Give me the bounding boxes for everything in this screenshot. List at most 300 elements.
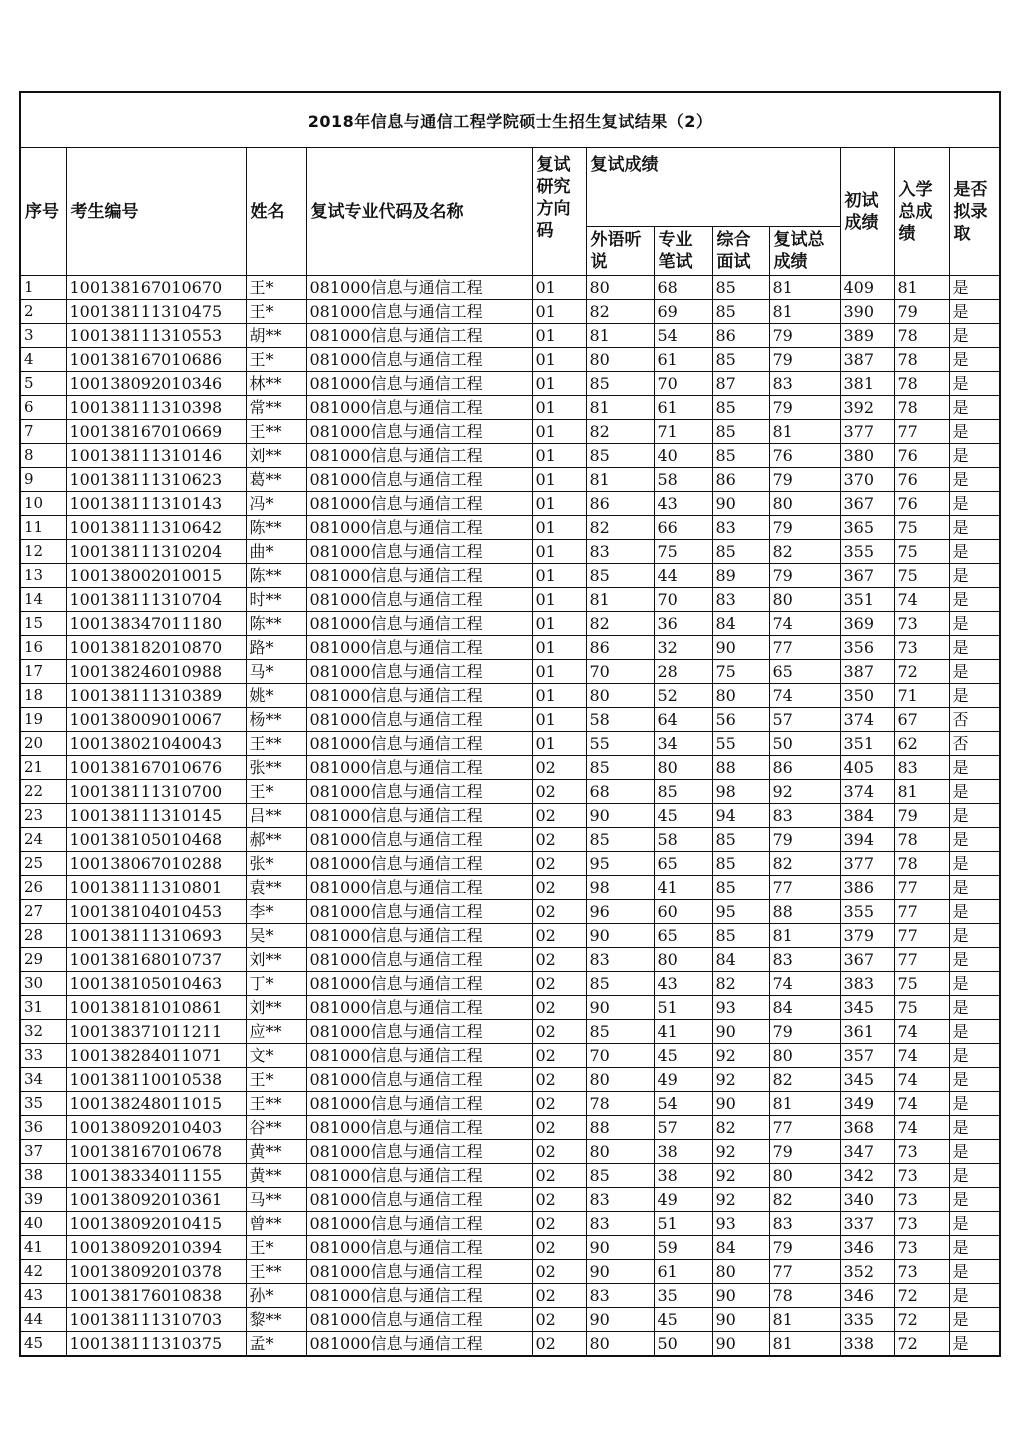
admit-cell: 是 <box>949 900 1000 924</box>
name-cell: 时** <box>246 588 306 612</box>
admit-cell: 是 <box>949 300 1000 324</box>
direction-cell: 01 <box>532 516 586 540</box>
admit-cell: 否 <box>949 708 1000 732</box>
seq-cell: 25 <box>20 852 66 876</box>
table-row <box>20 1044 1000 1068</box>
table-row <box>20 468 1000 492</box>
interview-score-cell: 56 <box>712 708 769 732</box>
direction-cell: 02 <box>532 1332 586 1357</box>
specialty-score-cell: 61 <box>654 348 712 372</box>
direction-cell: 01 <box>532 396 586 420</box>
name-cell: 袁** <box>246 876 306 900</box>
foreign-score-cell: 90 <box>586 924 654 948</box>
seq-cell: 27 <box>20 900 66 924</box>
name-cell: 郝** <box>246 828 306 852</box>
foreign-score-cell: 98 <box>586 876 654 900</box>
prelim-score-cell: 377 <box>840 420 894 444</box>
retest-total-cell: 81 <box>769 420 840 444</box>
direction-cell: 01 <box>532 540 586 564</box>
seq-cell: 29 <box>20 948 66 972</box>
table-row <box>20 444 1000 468</box>
seq-cell: 7 <box>20 420 66 444</box>
name-cell: 黎** <box>246 1308 306 1332</box>
major-cell: 081000信息与通信工程 <box>306 684 532 708</box>
admit-cell: 是 <box>949 1188 1000 1212</box>
admit-cell: 是 <box>949 468 1000 492</box>
admission-total-cell: 78 <box>894 852 949 876</box>
major-cell: 081000信息与通信工程 <box>306 780 532 804</box>
specialty-score-cell: 65 <box>654 924 712 948</box>
prelim-score-cell: 365 <box>840 516 894 540</box>
header-admission-total: 入学总成绩 <box>894 148 949 276</box>
results-sheet <box>19 91 999 1357</box>
exam-id-cell: 100138111310398 <box>66 396 246 420</box>
foreign-score-cell: 80 <box>586 276 654 300</box>
table-row <box>20 420 1000 444</box>
direction-cell: 02 <box>532 1044 586 1068</box>
admission-total-cell: 75 <box>894 516 949 540</box>
header-admit: 是否拟录取 <box>949 148 1000 276</box>
name-cell: 王* <box>246 276 306 300</box>
name-cell: 王* <box>246 300 306 324</box>
interview-score-cell: 93 <box>712 996 769 1020</box>
admit-cell: 是 <box>949 444 1000 468</box>
admission-total-cell: 83 <box>894 756 949 780</box>
admit-cell: 是 <box>949 1164 1000 1188</box>
retest-total-cell: 77 <box>769 636 840 660</box>
name-cell: 孙* <box>246 1284 306 1308</box>
name-cell: 王** <box>246 420 306 444</box>
specialty-score-cell: 71 <box>654 420 712 444</box>
admit-cell: 是 <box>949 756 1000 780</box>
prelim-score-cell: 355 <box>840 900 894 924</box>
prelim-score-cell: 335 <box>840 1308 894 1332</box>
admission-total-cell: 67 <box>894 708 949 732</box>
exam-id-cell: 100138167010669 <box>66 420 246 444</box>
prelim-score-cell: 352 <box>840 1260 894 1284</box>
specialty-score-cell: 70 <box>654 588 712 612</box>
name-cell: 文* <box>246 1044 306 1068</box>
admission-total-cell: 74 <box>894 1092 949 1116</box>
exam-id-cell: 100138246010988 <box>66 660 246 684</box>
name-cell: 王** <box>246 732 306 756</box>
admission-total-cell: 78 <box>894 348 949 372</box>
admit-cell: 是 <box>949 612 1000 636</box>
admission-total-cell: 73 <box>894 1212 949 1236</box>
interview-score-cell: 90 <box>712 1308 769 1332</box>
interview-score-cell: 86 <box>712 324 769 348</box>
exam-id-cell: 100138111310146 <box>66 444 246 468</box>
foreign-score-cell: 95 <box>586 852 654 876</box>
major-cell: 081000信息与通信工程 <box>306 1188 532 1212</box>
interview-score-cell: 92 <box>712 1044 769 1068</box>
specialty-score-cell: 40 <box>654 444 712 468</box>
exam-id-cell: 100138105010463 <box>66 972 246 996</box>
foreign-score-cell: 78 <box>586 1092 654 1116</box>
admission-total-cell: 77 <box>894 924 949 948</box>
seq-cell: 12 <box>20 540 66 564</box>
foreign-score-cell: 68 <box>586 780 654 804</box>
direction-cell: 01 <box>532 492 586 516</box>
retest-total-cell: 81 <box>769 924 840 948</box>
direction-cell: 02 <box>532 948 586 972</box>
foreign-score-cell: 83 <box>586 540 654 564</box>
admit-cell: 是 <box>949 372 1000 396</box>
exam-id-cell: 100138092010378 <box>66 1260 246 1284</box>
name-cell: 吴* <box>246 924 306 948</box>
exam-id-cell: 100138167010670 <box>66 276 246 300</box>
direction-cell: 02 <box>532 1260 586 1284</box>
foreign-score-cell: 86 <box>586 636 654 660</box>
foreign-score-cell: 82 <box>586 420 654 444</box>
admit-cell: 是 <box>949 1068 1000 1092</box>
name-cell: 杨** <box>246 708 306 732</box>
exam-id-cell: 100138347011180 <box>66 612 246 636</box>
major-cell: 081000信息与通信工程 <box>306 636 532 660</box>
seq-cell: 4 <box>20 348 66 372</box>
table-row <box>20 1332 1000 1357</box>
exam-id-cell: 100138110010538 <box>66 1068 246 1092</box>
admission-total-cell: 79 <box>894 300 949 324</box>
admit-cell: 是 <box>949 1020 1000 1044</box>
direction-cell: 01 <box>532 636 586 660</box>
table-row <box>20 588 1000 612</box>
table-row <box>20 1092 1000 1116</box>
retest-total-cell: 83 <box>769 804 840 828</box>
interview-score-cell: 93 <box>712 1212 769 1236</box>
interview-score-cell: 83 <box>712 516 769 540</box>
name-cell: 丁* <box>246 972 306 996</box>
specialty-score-cell: 65 <box>654 852 712 876</box>
interview-score-cell: 85 <box>712 396 769 420</box>
exam-id-cell: 100138111310700 <box>66 780 246 804</box>
retest-total-cell: 86 <box>769 756 840 780</box>
table-row <box>20 348 1000 372</box>
major-cell: 081000信息与通信工程 <box>306 708 532 732</box>
name-cell: 葛** <box>246 468 306 492</box>
retest-total-cell: 79 <box>769 324 840 348</box>
exam-id-cell: 100138284011071 <box>66 1044 246 1068</box>
table-row <box>20 300 1000 324</box>
name-cell: 胡** <box>246 324 306 348</box>
direction-cell: 02 <box>532 1284 586 1308</box>
table-row <box>20 1068 1000 1092</box>
prelim-score-cell: 367 <box>840 948 894 972</box>
interview-score-cell: 90 <box>712 492 769 516</box>
interview-score-cell: 89 <box>712 564 769 588</box>
foreign-score-cell: 70 <box>586 660 654 684</box>
direction-cell: 01 <box>532 660 586 684</box>
seq-cell: 32 <box>20 1020 66 1044</box>
exam-id-cell: 100138021040043 <box>66 732 246 756</box>
interview-score-cell: 84 <box>712 948 769 972</box>
exam-id-cell: 100138092010361 <box>66 1188 246 1212</box>
seq-cell: 8 <box>20 444 66 468</box>
specialty-score-cell: 43 <box>654 492 712 516</box>
admission-total-cell: 73 <box>894 1236 949 1260</box>
table-row <box>20 1188 1000 1212</box>
table-row <box>20 276 1000 300</box>
exam-id-cell: 100138167010686 <box>66 348 246 372</box>
admit-cell: 是 <box>949 324 1000 348</box>
foreign-score-cell: 80 <box>586 1140 654 1164</box>
exam-id-cell: 100138092010346 <box>66 372 246 396</box>
interview-score-cell: 80 <box>712 1260 769 1284</box>
exam-id-cell: 100138111310145 <box>66 804 246 828</box>
name-cell: 路* <box>246 636 306 660</box>
admission-total-cell: 76 <box>894 468 949 492</box>
seq-cell: 41 <box>20 1236 66 1260</box>
table-row <box>20 708 1000 732</box>
prelim-score-cell: 392 <box>840 396 894 420</box>
prelim-score-cell: 409 <box>840 276 894 300</box>
foreign-score-cell: 85 <box>586 564 654 588</box>
exam-id-cell: 100138111310389 <box>66 684 246 708</box>
foreign-score-cell: 81 <box>586 468 654 492</box>
exam-id-cell: 100138111310801 <box>66 876 246 900</box>
table-row <box>20 828 1000 852</box>
interview-score-cell: 90 <box>712 1020 769 1044</box>
prelim-score-cell: 377 <box>840 852 894 876</box>
prelim-score-cell: 350 <box>840 684 894 708</box>
direction-cell: 02 <box>532 1020 586 1044</box>
seq-cell: 15 <box>20 612 66 636</box>
seq-cell: 11 <box>20 516 66 540</box>
table-row <box>20 948 1000 972</box>
exam-id-cell: 100138182010870 <box>66 636 246 660</box>
prelim-score-cell: 381 <box>840 372 894 396</box>
admission-total-cell: 79 <box>894 804 949 828</box>
exam-id-cell: 100138111310204 <box>66 540 246 564</box>
name-cell: 曾** <box>246 1212 306 1236</box>
admission-total-cell: 71 <box>894 684 949 708</box>
admit-cell: 是 <box>949 996 1000 1020</box>
header-seq: 序号 <box>20 148 66 276</box>
interview-score-cell: 85 <box>712 876 769 900</box>
table-row <box>20 540 1000 564</box>
name-cell: 姚* <box>246 684 306 708</box>
admission-total-cell: 62 <box>894 732 949 756</box>
specialty-score-cell: 51 <box>654 1212 712 1236</box>
admission-total-cell: 73 <box>894 612 949 636</box>
foreign-score-cell: 80 <box>586 1068 654 1092</box>
major-cell: 081000信息与通信工程 <box>306 492 532 516</box>
seq-cell: 24 <box>20 828 66 852</box>
major-cell: 081000信息与通信工程 <box>306 828 532 852</box>
exam-id-cell: 100138176010838 <box>66 1284 246 1308</box>
seq-cell: 3 <box>20 324 66 348</box>
header-exam-id: 考生编号 <box>66 148 246 276</box>
table-row <box>20 1116 1000 1140</box>
admission-total-cell: 72 <box>894 1284 949 1308</box>
table-row <box>20 876 1000 900</box>
admission-total-cell: 72 <box>894 660 949 684</box>
retest-total-cell: 83 <box>769 948 840 972</box>
retest-total-cell: 80 <box>769 1164 840 1188</box>
retest-total-cell: 82 <box>769 1068 840 1092</box>
direction-cell: 02 <box>532 756 586 780</box>
specialty-score-cell: 45 <box>654 804 712 828</box>
exam-id-cell: 100138092010403 <box>66 1116 246 1140</box>
page-title: 2018年信息与通信工程学院硕士生招生复试结果（2） <box>20 92 1000 148</box>
admit-cell: 是 <box>949 276 1000 300</box>
retest-total-cell: 79 <box>769 396 840 420</box>
direction-cell: 01 <box>532 348 586 372</box>
interview-score-cell: 87 <box>712 372 769 396</box>
seq-cell: 23 <box>20 804 66 828</box>
specialty-score-cell: 80 <box>654 756 712 780</box>
retest-total-cell: 79 <box>769 1140 840 1164</box>
admission-total-cell: 73 <box>894 1260 949 1284</box>
interview-score-cell: 86 <box>712 468 769 492</box>
seq-cell: 19 <box>20 708 66 732</box>
foreign-score-cell: 85 <box>586 1020 654 1044</box>
interview-score-cell: 90 <box>712 1092 769 1116</box>
admit-cell: 是 <box>949 396 1000 420</box>
header-specialty: 专业笔试 <box>654 227 712 276</box>
specialty-score-cell: 49 <box>654 1068 712 1092</box>
foreign-score-cell: 85 <box>586 828 654 852</box>
admit-cell: 是 <box>949 516 1000 540</box>
name-cell: 吕** <box>246 804 306 828</box>
admission-total-cell: 75 <box>894 564 949 588</box>
major-cell: 081000信息与通信工程 <box>306 1260 532 1284</box>
exam-id-cell: 100138067010288 <box>66 852 246 876</box>
direction-cell: 01 <box>532 732 586 756</box>
specialty-score-cell: 68 <box>654 276 712 300</box>
admit-cell: 是 <box>949 924 1000 948</box>
prelim-score-cell: 351 <box>840 732 894 756</box>
table-row <box>20 924 1000 948</box>
prelim-score-cell: 337 <box>840 1212 894 1236</box>
table-row <box>20 756 1000 780</box>
specialty-score-cell: 57 <box>654 1116 712 1140</box>
specialty-score-cell: 50 <box>654 1332 712 1357</box>
major-cell: 081000信息与通信工程 <box>306 1332 532 1357</box>
seq-cell: 42 <box>20 1260 66 1284</box>
admission-total-cell: 77 <box>894 420 949 444</box>
name-cell: 黄** <box>246 1140 306 1164</box>
seq-cell: 37 <box>20 1140 66 1164</box>
admit-cell: 是 <box>949 1332 1000 1357</box>
admission-total-cell: 72 <box>894 1332 949 1357</box>
admit-cell: 是 <box>949 948 1000 972</box>
specialty-score-cell: 38 <box>654 1140 712 1164</box>
table-row <box>20 324 1000 348</box>
direction-cell: 02 <box>532 1140 586 1164</box>
major-cell: 081000信息与通信工程 <box>306 540 532 564</box>
seq-cell: 5 <box>20 372 66 396</box>
major-cell: 081000信息与通信工程 <box>306 972 532 996</box>
exam-id-cell: 100138371011211 <box>66 1020 246 1044</box>
direction-cell: 01 <box>532 420 586 444</box>
interview-score-cell: 94 <box>712 804 769 828</box>
specialty-score-cell: 38 <box>654 1164 712 1188</box>
direction-cell: 01 <box>532 324 586 348</box>
seq-cell: 36 <box>20 1116 66 1140</box>
major-cell: 081000信息与通信工程 <box>306 996 532 1020</box>
admission-total-cell: 74 <box>894 588 949 612</box>
interview-score-cell: 85 <box>712 828 769 852</box>
name-cell: 王* <box>246 1068 306 1092</box>
admit-cell: 是 <box>949 1116 1000 1140</box>
major-cell: 081000信息与通信工程 <box>306 1044 532 1068</box>
admit-cell: 是 <box>949 492 1000 516</box>
major-cell: 081000信息与通信工程 <box>306 1308 532 1332</box>
retest-total-cell: 82 <box>769 1188 840 1212</box>
foreign-score-cell: 85 <box>586 444 654 468</box>
major-cell: 081000信息与通信工程 <box>306 852 532 876</box>
table-row <box>20 804 1000 828</box>
major-cell: 081000信息与通信工程 <box>306 1092 532 1116</box>
seq-cell: 16 <box>20 636 66 660</box>
admit-cell: 是 <box>949 1284 1000 1308</box>
exam-id-cell: 100138248011015 <box>66 1092 246 1116</box>
direction-cell: 01 <box>532 468 586 492</box>
prelim-score-cell: 347 <box>840 1140 894 1164</box>
direction-cell: 02 <box>532 1188 586 1212</box>
foreign-score-cell: 83 <box>586 1284 654 1308</box>
specialty-score-cell: 54 <box>654 324 712 348</box>
results-body <box>20 276 1000 1357</box>
interview-score-cell: 85 <box>712 852 769 876</box>
exam-id-cell: 100138111310375 <box>66 1332 246 1357</box>
prelim-score-cell: 370 <box>840 468 894 492</box>
retest-total-cell: 79 <box>769 516 840 540</box>
major-cell: 081000信息与通信工程 <box>306 1236 532 1260</box>
retest-total-cell: 81 <box>769 1092 840 1116</box>
interview-score-cell: 92 <box>712 1140 769 1164</box>
direction-cell: 02 <box>532 1212 586 1236</box>
specialty-score-cell: 58 <box>654 828 712 852</box>
retest-total-cell: 88 <box>769 900 840 924</box>
table-row <box>20 1140 1000 1164</box>
interview-score-cell: 85 <box>712 924 769 948</box>
direction-cell: 01 <box>532 612 586 636</box>
name-cell: 黄** <box>246 1164 306 1188</box>
admission-total-cell: 78 <box>894 828 949 852</box>
header-direction: 复试研究方向码 <box>532 148 586 276</box>
table-row <box>20 1236 1000 1260</box>
foreign-score-cell: 85 <box>586 1164 654 1188</box>
admit-cell: 是 <box>949 348 1000 372</box>
table-row <box>20 492 1000 516</box>
admit-cell: 是 <box>949 1236 1000 1260</box>
admit-cell: 是 <box>949 852 1000 876</box>
exam-id-cell: 100138181010861 <box>66 996 246 1020</box>
name-cell: 林** <box>246 372 306 396</box>
interview-score-cell: 90 <box>712 1284 769 1308</box>
retest-total-cell: 82 <box>769 852 840 876</box>
specialty-score-cell: 61 <box>654 1260 712 1284</box>
specialty-score-cell: 44 <box>654 564 712 588</box>
name-cell: 王* <box>246 348 306 372</box>
admit-cell: 是 <box>949 636 1000 660</box>
direction-cell: 01 <box>532 300 586 324</box>
admit-cell: 是 <box>949 1308 1000 1332</box>
table-row <box>20 900 1000 924</box>
exam-id-cell: 100138002010015 <box>66 564 246 588</box>
table-row <box>20 996 1000 1020</box>
interview-score-cell: 84 <box>712 1236 769 1260</box>
foreign-score-cell: 90 <box>586 996 654 1020</box>
major-cell: 081000信息与通信工程 <box>306 1020 532 1044</box>
specialty-score-cell: 28 <box>654 660 712 684</box>
name-cell: 刘** <box>246 996 306 1020</box>
seq-cell: 13 <box>20 564 66 588</box>
exam-id-cell: 100138168010737 <box>66 948 246 972</box>
retest-total-cell: 92 <box>769 780 840 804</box>
